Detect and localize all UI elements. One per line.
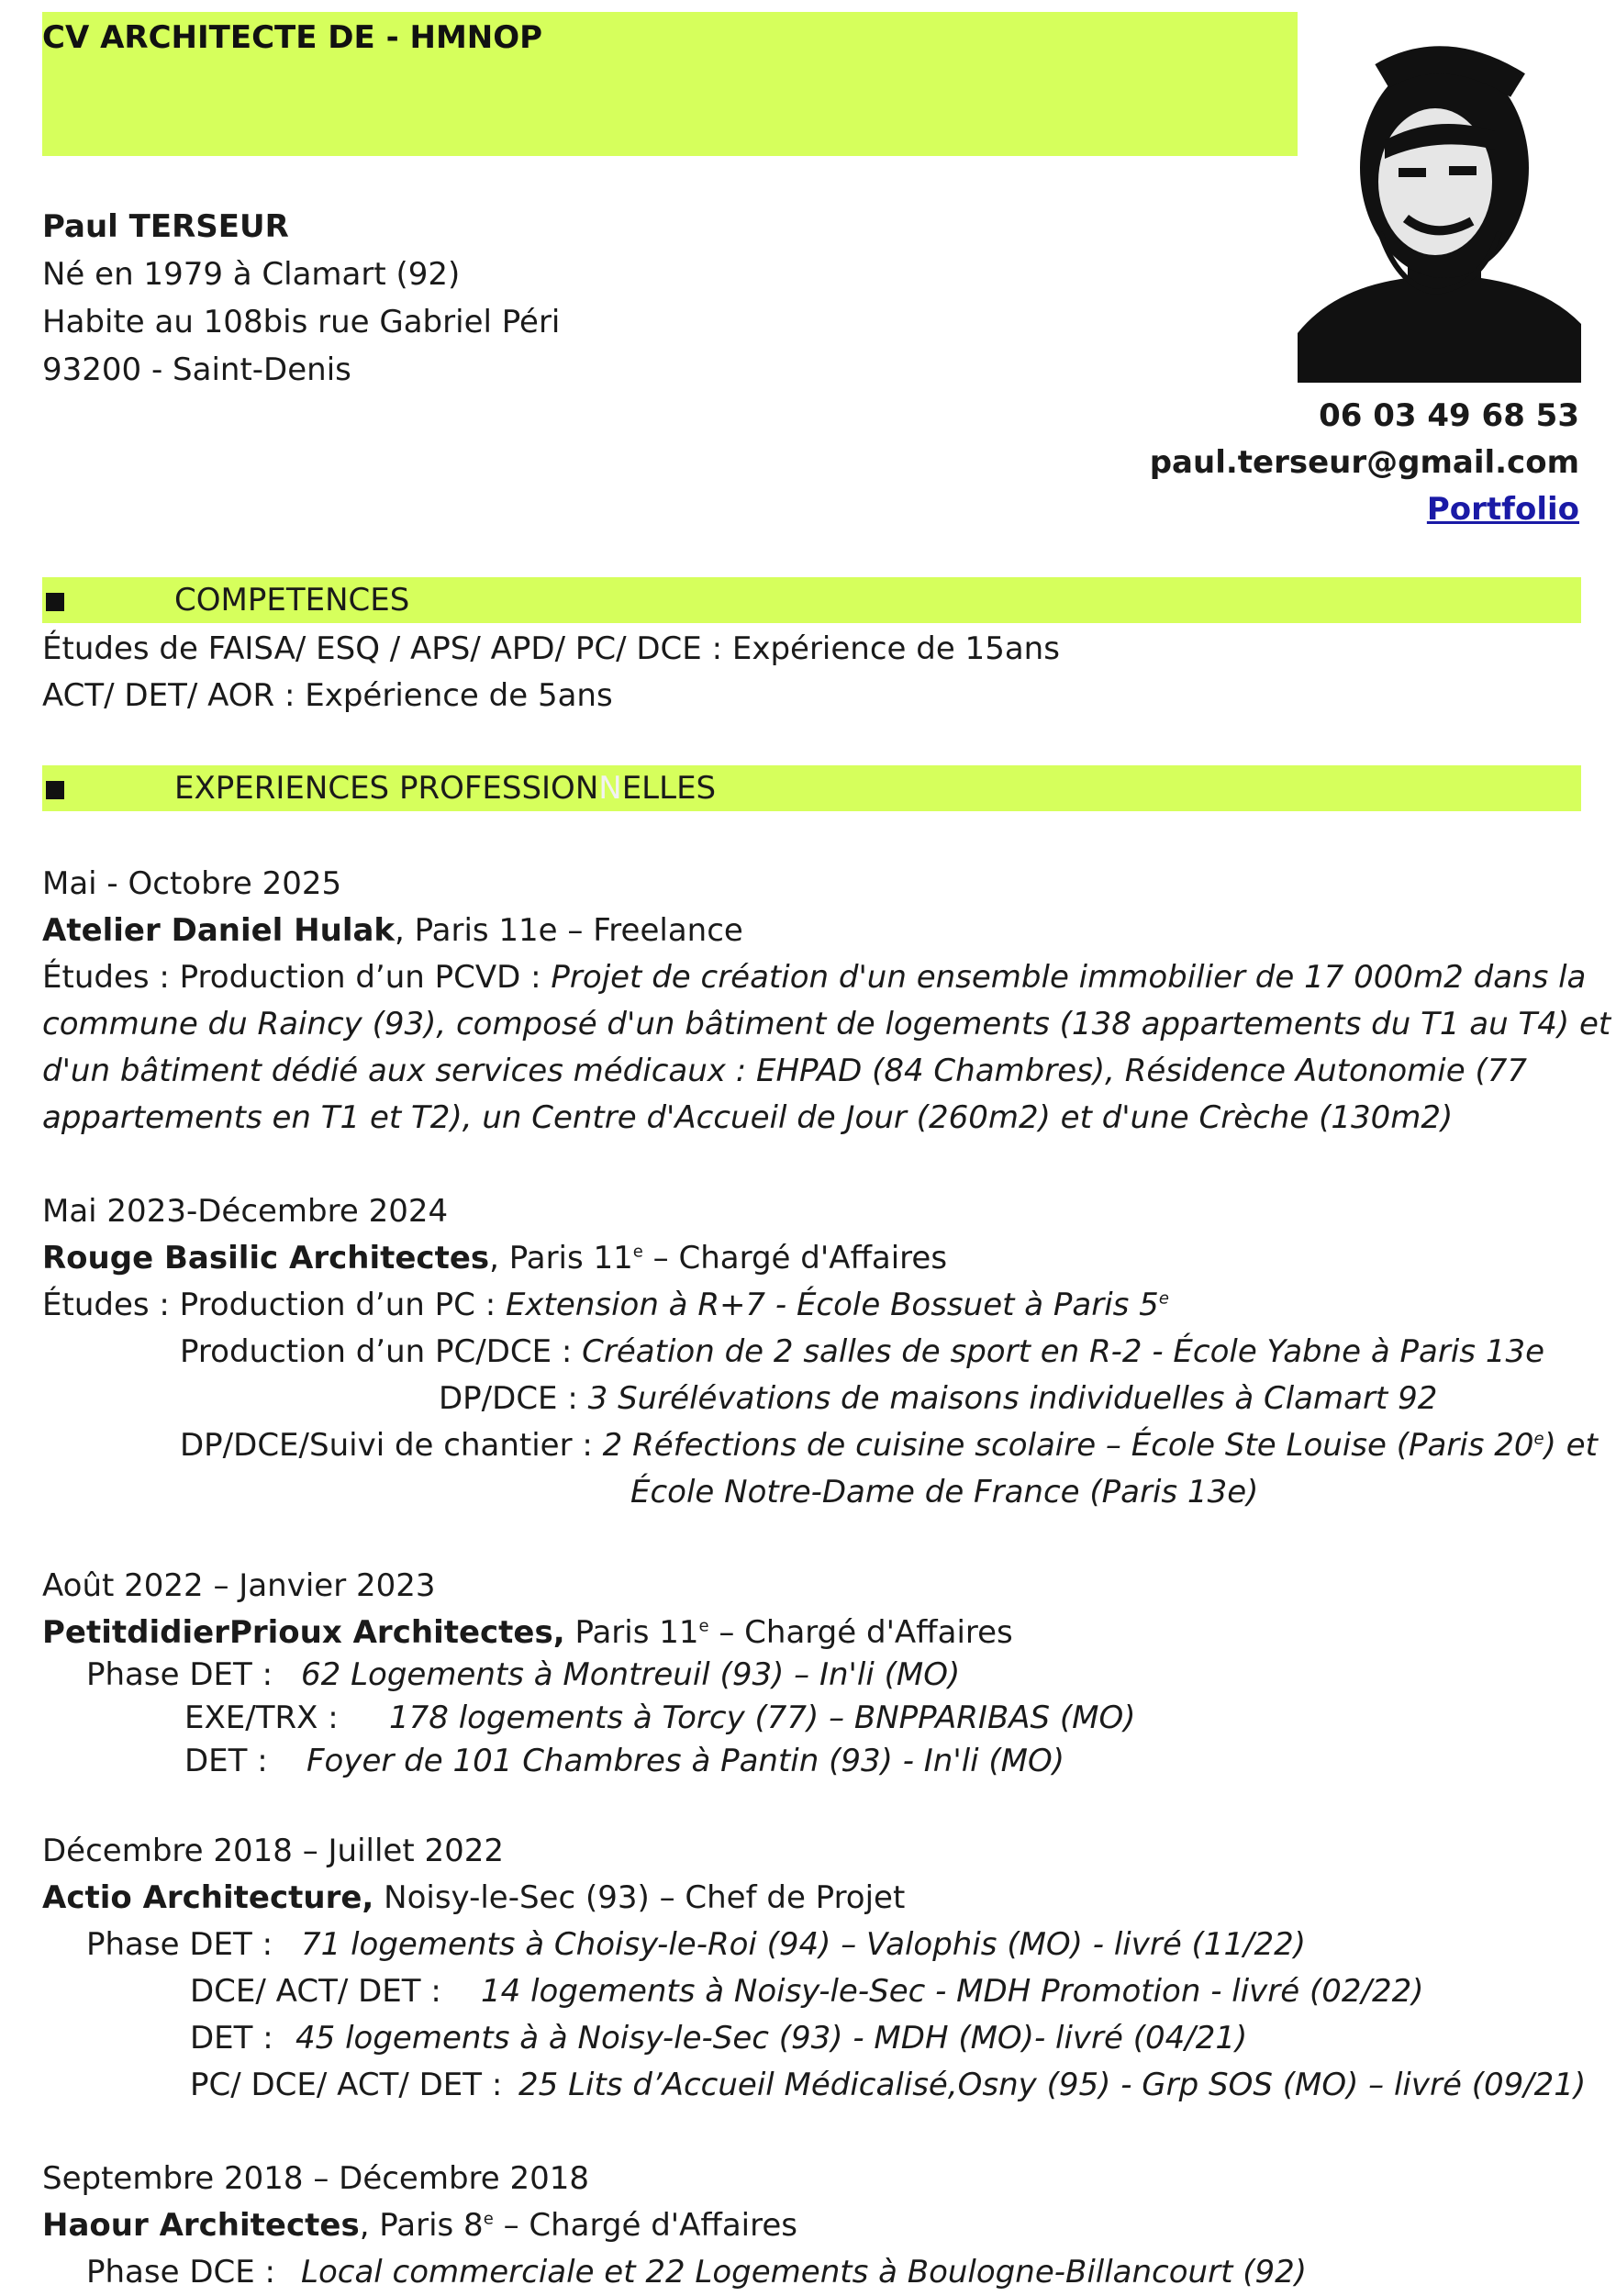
exp3-row-3-text: Foyer de 101 Chambres à Pantin (93) - In'li (MO) — [306, 1743, 1065, 1779]
exp1-line-1 — [42, 954, 1586, 1001]
full-name: Paul TERSEUR — [42, 208, 289, 245]
exp3-row-1-label: Phase DET : — [86, 1656, 273, 1693]
address-line-2: 93200 - Saint-Denis — [42, 351, 351, 388]
exp2-row-5-text: École Notre-Dame de France (Paris 13e) — [630, 1474, 1259, 1510]
exp4-date: Décembre 2018 – Juillet 2022 — [42, 1833, 505, 1869]
exp5-location-sup: e — [483, 2209, 494, 2229]
exp1-date: Mai - Octobre 2025 — [42, 865, 342, 902]
exp1-text-4: appartements en T1 et T2), un Centre d'Accueil de Jour (260m2) et d'une Crèche (130m2) — [42, 1099, 1454, 1136]
exp2-company: Rouge Basilic Architectes — [42, 1240, 490, 1276]
identity-block — [42, 203, 560, 394]
competences-title: COMPETENCES — [174, 582, 410, 619]
birth-info: Né en 1979 à Clamart (92) — [42, 256, 461, 293]
exp4-row-4-text: 25 Lits d’Accueil Médicalisé,Osny (95) - Grp SOS (MO) – livré (09/21) — [518, 2067, 1587, 2103]
exp5-role: – Chargé d'Affaires — [493, 2207, 797, 2244]
exp5-row-1-label: Phase DCE : — [86, 2254, 275, 2290]
exp2-row-2-label: Production d’un PC/DCE : — [180, 1333, 583, 1370]
exp4-row-3-text: 45 logements à à Noisy-le-Sec (93) - MDH (MO)- livré (04/21) — [295, 2020, 1248, 2056]
exp3-row-2-text: 178 logements à Torcy (77) – BNPPARIBAS (MO) — [389, 1700, 1136, 1736]
exp1-details: , Paris 11e – Freelance — [395, 912, 743, 949]
exp2-row-4-label: DP/DCE/Suivi de chantier : — [180, 1427, 603, 1464]
title-band — [42, 12, 1298, 156]
exp4-company: Actio Architecture, — [42, 1879, 374, 1916]
exp4-details: Noisy-le-Sec (93) – Chef de Projet — [373, 1879, 906, 1916]
exp2-row-1 — [42, 1282, 1169, 1329]
exp3-role: – Chargé d'Affaires — [708, 1614, 1013, 1651]
exp2-row-2 — [180, 1329, 1544, 1376]
exp2-role: – Chargé d'Affaires — [642, 1240, 948, 1276]
exp3-location-sup: e — [698, 1616, 709, 1636]
exp2-row-3-label: DP/DCE : — [439, 1380, 588, 1417]
portrait-image — [1298, 12, 1581, 383]
exp4-row-1-text: 71 logements à Choisy-le-Roi (94) – Valophis (MO) - livré (11/22) — [301, 1926, 1307, 1963]
bullet-square-icon — [46, 781, 64, 799]
exp2-row-2-text: Création de 2 salles de sport en R-2 - École Yabne à Paris 13e — [582, 1333, 1545, 1370]
experiences-title-faint-letter: N — [598, 770, 622, 807]
contact-block — [1150, 393, 1579, 533]
exp5-company: Haour Architectes — [42, 2207, 360, 2244]
exp5-header — [42, 2202, 797, 2249]
exp5-location: , Paris 8 — [359, 2207, 484, 2244]
competence-line-2: ACT/ DET/ AOR : Expérience de 5ans — [42, 677, 613, 714]
exp1-header — [42, 908, 743, 954]
exp2-location-sup: e — [632, 1242, 643, 1262]
exp2-date: Mai 2023-Décembre 2024 — [42, 1193, 449, 1230]
exp1-company: Atelier Daniel Hulak — [42, 912, 396, 949]
profile-photo — [1298, 12, 1581, 383]
exp3-header — [42, 1610, 1013, 1656]
exp4-row-1-label: Phase DET : — [86, 1926, 273, 1963]
exp2-row-3-text: 3 Surélévations de maisons individuelles à Clamart 92 — [587, 1380, 1438, 1417]
experiences-header — [42, 765, 1581, 811]
exp1-lead: Études : Production d’un PCVD : — [42, 959, 552, 996]
page-title: CV ARCHITECTE DE - HMNOP — [42, 19, 543, 56]
experiences-title — [174, 765, 716, 811]
exp2-header — [42, 1235, 947, 1282]
address-line-1: Habite au 108bis rue Gabriel Péri — [42, 304, 561, 340]
exp2-row-1-text: Extension à R+7 - École Bossuet à Paris 5 — [505, 1287, 1159, 1323]
competence-line-1: Études de FAISA/ ESQ / APS/ APD/ PC/ DCE : Expérience de 15ans — [42, 630, 1060, 667]
exp3-date: Août 2022 – Janvier 2023 — [42, 1567, 436, 1604]
exp2-row-4 — [180, 1422, 1598, 1469]
exp2-location: , Paris 11 — [489, 1240, 633, 1276]
exp3-row-2-label: EXE/TRX : — [184, 1700, 339, 1736]
exp4-row-2-text: 14 logements à Noisy-le-Sec - MDH Promotion - livré (02/22) — [481, 1973, 1424, 2010]
bullet-square-icon — [46, 593, 64, 611]
experiences-title-part-1: EXPERIENCES PROFESSION — [174, 770, 599, 807]
phone-number: 06 03 49 68 53 — [1319, 397, 1579, 434]
exp4-row-4-label: PC/ DCE/ ACT/ DET : — [190, 2067, 503, 2103]
exp5-date: Septembre 2018 – Décembre 2018 — [42, 2160, 590, 2197]
experiences-title-part-2: ELLES — [621, 770, 717, 807]
exp1-text-1: Projet de création d'un ensemble immobilier de 17 000m2 dans la — [551, 959, 1587, 996]
exp5-row-1-text: Local commerciale et 22 Logements à Boulogne-Billancourt (92) — [301, 2254, 1308, 2290]
exp4-row-3-label: DET : — [190, 2020, 273, 2056]
exp2-row-1-label: Études : Production d’un PC : — [42, 1287, 506, 1323]
exp2-row-4-sup: e — [1533, 1429, 1544, 1449]
exp3-row-3-label: DET : — [184, 1743, 268, 1779]
portfolio-link[interactable]: Portfolio — [1426, 491, 1579, 528]
exp3-company: PetitdidierPrioux Architectes, — [42, 1614, 565, 1651]
competences-header — [42, 577, 1581, 623]
exp2-row-1-sup: e — [1158, 1288, 1169, 1309]
exp3-row-1-text: 62 Logements à Montreuil (93) – In'li (MO) — [301, 1656, 961, 1693]
exp2-row-4-text: 2 Réfections de cuisine scolaire – École Ste Louise (Paris 20 — [602, 1427, 1534, 1464]
exp1-text-2: commune du Raincy (93), composé d'un bâtiment de logements (138 appartements du T1 au T4) et — [42, 1006, 1611, 1042]
email-address[interactable]: paul.terseur@gmail.com — [1149, 444, 1579, 481]
exp4-header — [42, 1875, 905, 1922]
exp3-location: Paris 11 — [564, 1614, 699, 1651]
exp2-row-3 — [439, 1376, 1437, 1422]
exp4-row-2-label: DCE/ ACT/ DET : — [190, 1973, 441, 2010]
exp2-row-4-end: ) et — [1544, 1427, 1598, 1464]
exp1-text-3: d'un bâtiment dédié aux services médicaux : EHPAD (84 Chambres), Résidence Autonomie (77 — [42, 1053, 1528, 1089]
